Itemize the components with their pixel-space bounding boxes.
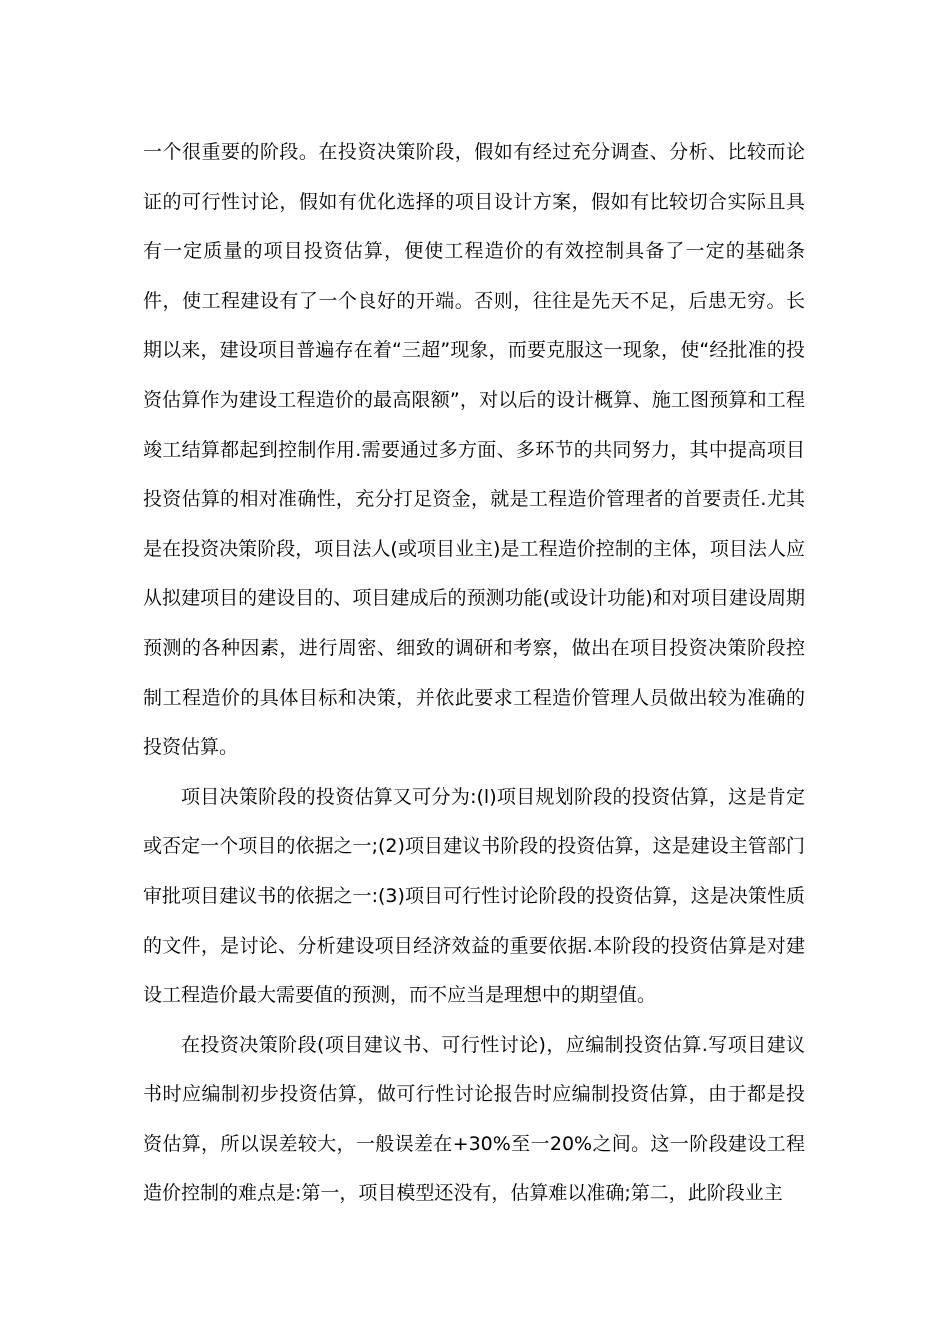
paragraph-2: 项目决策阶段的投资估算又可分为:(l)项目规划阶段的投资估算，这是肯定或否定一个项目的依据之一;(2)项目建议书阶段的投资估算，这是建设主管部门审批项目建议书的依据之一:(3)项目可行性讨论阶段的投资估算，这是决策性质的文件，是讨论、分析建设项目经济效益的重要依据.本阶段的投资估算是对建设工程造价最大需要值的预测，而不应当是理想中的期望值。	[143, 785, 805, 1007]
document-body	[143, 128, 805, 1219]
paragraph-1: 一个很重要的阶段。在投资决策阶段，假如有经过充分调查、分析、比较而论证的可行性讨论，假如有优化选择的项目设计方案，假如有比较切合实际且具有一定质量的项目投资估算，便使工程造价的有效控制具备了一定的基础条件，使工程建设有了一个良好的开端。否则，往往是先天不足，后患无穷。长期以来，建设项目普遍存在着“三超”现象，而要克服这一现象，使“经批准的投资估算作为建设工程造价的最高限额”，对以后的设计概算、施工图预算和工程竣工结算都起到控制作用.需要通过多方面、多环节的共同努力，其中提高项目投资估算的相对准确性，充分打足资金，就是工程造价管理者的首要责任.尤其是在投资决策阶段，项目法人(或项目业主)是工程造价控制的主体，项目法人应从拟建项目的建设目的、项目建成后的预测功能(或设计功能)和对项目建设周期预测的各种因素，进行周密、细致的调研和考察，做出在项目投资决策阶段控制工程造价的具体目标和决策，并依此要求工程造价管理人员做出较为准确的投资估算。	[143, 141, 805, 759]
paragraph-3: 在投资决策阶段(项目建议书、可行性讨论)，应编制投资估算.写项目建议书时应编制初步投资估算，做可行性讨论报告时应编制投资估算，由于都是投资估算，所以误差较大，一般误差在+30%至一20%之间。这一阶段建设工程造价控制的难点是:第一，项目模型还没有，估算难以准确;第二，此阶段业主	[143, 1033, 805, 1205]
